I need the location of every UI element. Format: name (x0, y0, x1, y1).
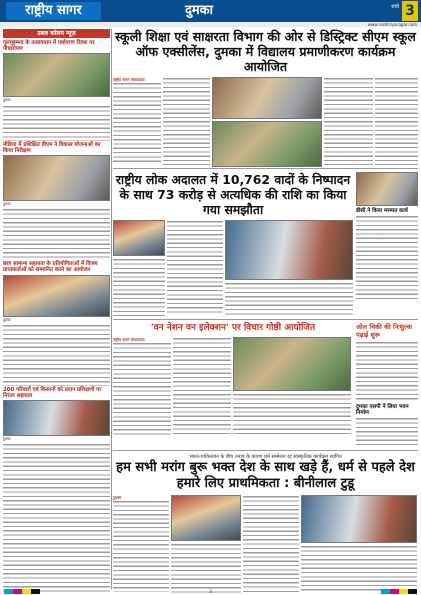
left-story4-photo (3, 400, 110, 436)
left-story3-caption: दुमका (3, 317, 11, 322)
left-story2-headline: मीडिया में प्रशिक्षित डीएम ने विकास योजनाओं का किया निरीक्षण (3, 141, 101, 154)
story-c-photos (233, 337, 351, 437)
headline-marang-buru: हम सभी मरांग बुरू भक्त देश के साथ खड़े हैं, धर्म से पहले देश हमारे लिए प्राथमिकता : बीनीलाल टुडू (116, 460, 415, 492)
rule-2 (113, 319, 418, 320)
color-registration-left (4, 589, 40, 594)
story-c-photo1 (233, 337, 351, 391)
story-b-body (113, 220, 353, 316)
left-column (3, 29, 110, 589)
story-b-text1 (113, 258, 165, 316)
story-a-col1 (113, 77, 161, 165)
story-a-text4 (375, 77, 418, 165)
site-url: www.rashtriyasagar.com (0, 22, 421, 27)
color-registration-right (381, 589, 417, 594)
story-a-text1 (113, 82, 161, 164)
left-story1-caption: दुमका (3, 98, 11, 103)
headline-school-certification: स्कूली शिक्षा एवं साक्षरता विभाग की ओर से डिस्ट्रिक्ट सीएम स्कूल ऑफ एक्सीलेंस, दुमका में विद्यालय प्रमाणीकरण कार्यक्रम आयोजित (115, 29, 416, 74)
story-a-col4 (375, 77, 418, 165)
story-d-col3 (243, 495, 299, 593)
side-box-text (356, 215, 418, 301)
side-box2-text (356, 417, 418, 447)
left-story1-text (3, 105, 110, 141)
story-c-col1 (113, 337, 171, 437)
story-d-body (113, 495, 418, 593)
left-story4-text (3, 443, 110, 593)
left-story2-text (3, 208, 110, 260)
story-b-col1 (113, 220, 165, 316)
story-b-main (113, 172, 353, 316)
story-a-text3 (324, 77, 374, 165)
story-d-col1 (113, 495, 169, 593)
rule-3 (113, 450, 418, 451)
story-a-body (113, 77, 418, 165)
story-c-text3 (233, 393, 351, 437)
story-d-text4 (301, 545, 417, 593)
story-c-main (113, 323, 353, 447)
story-c-text2 (173, 337, 231, 437)
story-a-text2 (163, 77, 211, 165)
page-footer: 3 (209, 589, 212, 594)
story-d-photo2 (301, 495, 417, 543)
story-c-side (356, 323, 418, 447)
left-story4-headline: 200 परिवारों एवं किसानों को प्रदान प्रशिक्षणों पर निरंतर सहायता (3, 386, 102, 400)
story-a-photo2 (212, 121, 321, 167)
column-divider (111, 29, 112, 589)
story-a-col2 (163, 77, 211, 165)
ol-chiki-text (356, 341, 418, 401)
story-b-col2 (167, 220, 223, 316)
story-b-row (113, 172, 418, 316)
story-d-kicker: भारत-पाकिस्तान के बीच तनाव के कारण धर्म सम्मेलन रद्द सांस्कृतिक कार्यक्रम स्थगित (189, 454, 342, 461)
headline-lok-adalat: राष्ट्रीय लोक अदालत में 10,762 वादों के निष्पादन के साथ 73 करोड़ से अत्यधिक की राशि का किया गया समझौता (115, 172, 351, 217)
story-d-photo1 (171, 495, 241, 541)
side-photo (356, 172, 418, 206)
story-a-photo1 (212, 77, 321, 119)
left-story3-headline: छात्र सामान्य सहायता के प्रतियोगिताओं में विजय प्राप्तकर्ताओं को सम्मानित करने का आयोजन (3, 261, 98, 274)
edition-title: दुमका (185, 3, 214, 18)
rule-1 (113, 168, 418, 169)
paper-name: राष्ट्रीय सागर (6, 2, 101, 20)
date-line: रांची (391, 4, 399, 10)
main-area (113, 29, 418, 589)
story-c-col2 (173, 337, 231, 437)
left-story2-photo (3, 155, 110, 201)
story-d-dateline: दुमका (113, 495, 122, 501)
story-b-photo-small (113, 220, 165, 256)
story-a-photos (212, 77, 321, 165)
left-story4-caption: दुमका (3, 437, 11, 442)
left-story3-photo (3, 275, 110, 317)
side-box2-headline: दुमका एसपी ने लिया भवन निर्माण (356, 404, 409, 417)
story-d-photos (301, 495, 417, 593)
left-story1-headline: गुलमुहम्मद के तत्वावधान में पर्यावरण दिवस पर पौधारोपण (3, 40, 95, 53)
story-c-text1 (113, 342, 171, 436)
story-d-photocol (171, 495, 241, 593)
story-b-side (356, 172, 418, 316)
left-story2-caption: दुमका (3, 202, 11, 207)
story-a-byline: राष्ट्रीय सागर संवाददाता (113, 77, 145, 82)
story-d-text2 (171, 543, 241, 593)
story-c-body (113, 337, 353, 437)
story-b-photo1 (225, 220, 353, 280)
story-d-text1 (113, 500, 169, 592)
story-b-text2 (167, 220, 223, 316)
story-c-row (113, 323, 418, 447)
left-story1-photo (3, 53, 110, 97)
headline-ol-chiki: ओल चिकी की निःशुल्क पढ़ाई शुरू (356, 323, 412, 339)
side-box-headline: डीसी ने किया मरम्मत कार्य (356, 208, 408, 214)
story-a-col3 (324, 77, 374, 165)
masthead (0, 0, 421, 22)
story-d-text3 (243, 495, 299, 593)
story-b-text3 (225, 282, 353, 316)
story-c-byline: राष्ट्रीय सागर संवाददाता (113, 337, 145, 342)
page-number: 3 (402, 1, 418, 21)
headline-one-nation: 'वन नेशन वन इलेक्शन' पर विचार गोष्ठी आयोजित (150, 323, 316, 333)
story-b-photos (225, 220, 353, 316)
left-story3-text (3, 324, 110, 386)
left-section-head: उबल कॉलम न्यूज़ (3, 29, 110, 38)
